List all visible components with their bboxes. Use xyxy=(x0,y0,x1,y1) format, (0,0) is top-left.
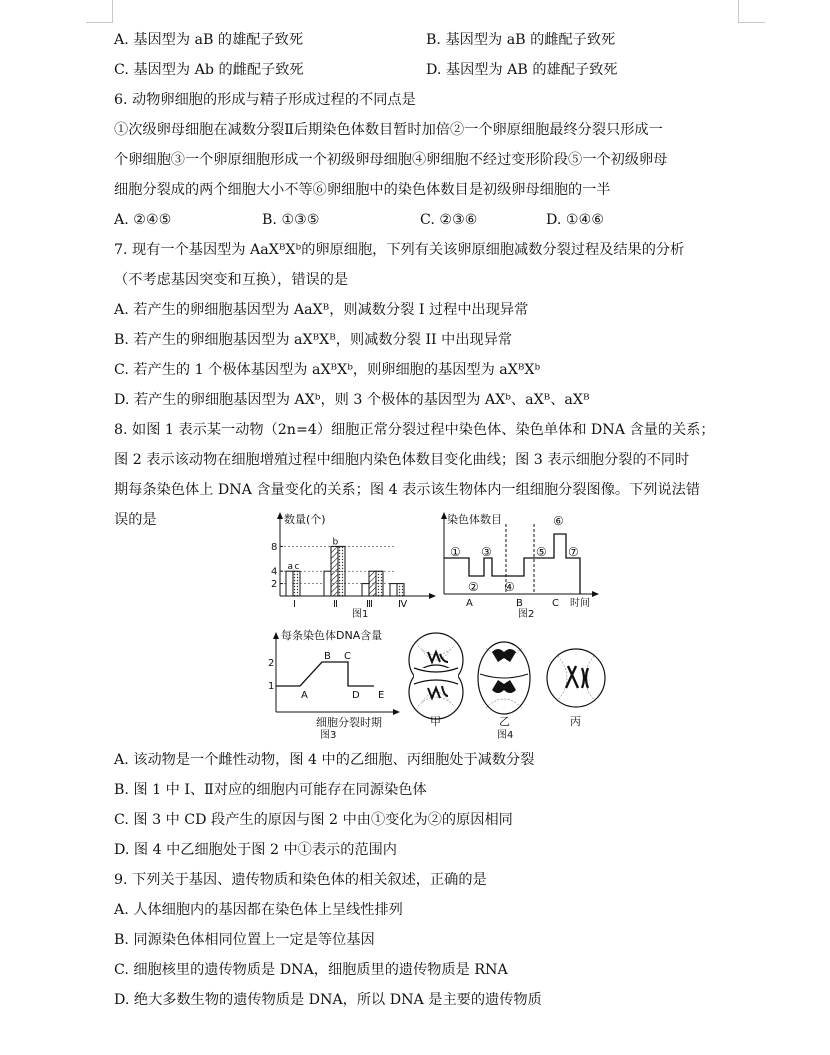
fig1-bar-c-3 xyxy=(376,571,383,596)
q7-stem-line2: （不考虑基因突变和互换），错误的是 xyxy=(114,272,349,288)
fig1-ytick-8: 8 xyxy=(271,541,278,553)
fig1-series-label-c-1: c xyxy=(294,562,300,573)
q5-option-c: C. 基因型为 Ab 的雌配子致死 xyxy=(114,62,304,78)
q5-option-b: B. 基因型为 aB 的雌配子致死 xyxy=(426,32,616,48)
fig1-category-2: Ⅱ xyxy=(333,599,338,610)
fig1-category-4: Ⅳ xyxy=(398,599,408,610)
fig1-bar-a-3 xyxy=(362,584,369,596)
fig3-ytick-2: 2 xyxy=(268,658,275,669)
fig1-bar-b-2 xyxy=(331,546,338,596)
fig3-curve xyxy=(276,662,374,686)
q7-option-b: B. 若产生的卵细胞基因型为 aXᴮXᴮ，则减数分裂 II 中出现异常 xyxy=(114,332,513,348)
q6-option-a: A. ②④⑤ xyxy=(114,212,172,228)
fig3-letter-b: B xyxy=(324,651,331,662)
fig1-series-label-a-1: a xyxy=(287,562,294,573)
fig2-point-5: ⑤ xyxy=(536,545,547,559)
fig2-point-1: ① xyxy=(450,545,461,559)
q8-option-c: C. 图 3 中 CD 段产生的原因与图 2 中由①变化为②的原因相同 xyxy=(114,812,513,828)
q5-option-d: D. 基因型为 AB 的雄配子致死 xyxy=(426,62,618,78)
cell-jia xyxy=(409,633,463,719)
fig3-letter-c: C xyxy=(344,651,351,662)
fig2-x-label: 时间 xyxy=(570,598,590,609)
fig3-x-label: 细胞分裂时期 xyxy=(316,716,382,729)
fig1-bar-a-1 xyxy=(286,571,293,596)
cell-bing-label: 丙 xyxy=(570,715,581,728)
fig1-y-label: 数量(个) xyxy=(284,513,326,526)
q6-option-d: D. ①④⑥ xyxy=(546,212,605,228)
fig3-caption: 图3 xyxy=(320,730,337,740)
fig1-bar-c-1 xyxy=(293,571,300,596)
q9-option-b: B. 同源染色体相同位置上一定是等位基因 xyxy=(114,932,375,948)
fig3-letter-e: E xyxy=(378,690,385,701)
cell-bing xyxy=(547,649,605,707)
q8-option-a: A. 该动物是一个雌性动物，图 4 中的乙细胞、丙细胞处于减数分裂 xyxy=(114,752,535,768)
fig1-bar-a-4 xyxy=(390,584,397,596)
figure-3-dna-curve xyxy=(264,626,404,740)
fig2-x-letter-a: A xyxy=(466,598,473,609)
fig1-bar-a-2 xyxy=(324,571,331,596)
fig1-caption: 图1 xyxy=(352,609,369,620)
q7-option-d: D. 若产生的卵细胞基因型为 AXᵇ，则 3 个极体的基因型为 AXᵇ、aXᴮ、aXᴮ xyxy=(114,392,590,408)
crop-mark-left xyxy=(86,0,113,23)
cell-yi-label: 乙 xyxy=(499,715,510,728)
q8-option-b: B. 图 1 中 I、Ⅱ对应的细胞内可能存在同源染色体 xyxy=(114,782,427,798)
q8-stem-line3: 期每条染色体上 DNA 含量变化的关系；图 4 表示该生物体内一组细胞分裂图像。下列说法错 xyxy=(114,482,701,498)
q8-stem-line1: 8. 如图 1 表示某一动物（2n=4）细胞正常分裂过程中染色体、染色单体和 DNA 含量的关系； xyxy=(114,422,715,438)
q6-statement-line3: 细胞分裂成的两个细胞大小不等⑥卵细胞中的染色体数目是初级卵母细胞的一半 xyxy=(114,182,611,198)
q9-option-d: D. 绝大多数生物的遗传物质是 DNA，所以 DNA 是主要的遗传物质 xyxy=(114,992,542,1008)
fig1-bar-c-2 xyxy=(338,546,345,596)
fig2-point-7: ⑦ xyxy=(568,545,579,559)
cell-yi xyxy=(478,642,530,714)
q7-stem-line1: 7. 现有一个基因型为 AaXᴮXᵇ的卵原细胞，下列有关该卵原细胞减数分裂过程及结果的分析 xyxy=(114,242,685,258)
fig1-ytick-4: 4 xyxy=(271,566,278,578)
fig1-bar-c-4 xyxy=(397,584,404,596)
fig2-point-2: ② xyxy=(468,580,479,594)
fig2-y-label: 染色体数目 xyxy=(447,513,502,526)
q9-stem: 9. 下列关于基因、遗传物质和染色体的相关叙述，正确的是 xyxy=(114,872,487,888)
fig1-bar-b-3 xyxy=(369,571,376,596)
fig3-letter-a: A xyxy=(301,690,308,701)
q9-option-a: A. 人体细胞内的基因都在染色体上呈线性排列 xyxy=(114,902,403,918)
fig4-caption: 图4 xyxy=(497,730,514,741)
fig1-ytick-2: 2 xyxy=(271,579,278,591)
q7-option-c: C. 若产生的 1 个极体基因型为 aXᴮXᵇ，则卵细胞的基因型为 aXᴮXᵇ xyxy=(114,362,541,378)
fig3-y-label: 每条染色体DNA含量 xyxy=(281,629,383,642)
q6-statement-line2: 个卵细胞③一个卵原细胞形成一个初级卵母细胞④卵细胞不经过变形阶段⑤一个初级卵母 xyxy=(114,152,668,168)
q6-option-c: C. ②③⑥ xyxy=(420,212,478,228)
q8-stem-line4: 误的是 xyxy=(114,512,157,528)
cell-jia-label: 甲 xyxy=(430,715,441,728)
fig2-caption: 图2 xyxy=(518,609,535,620)
figure-4-cell-images xyxy=(400,630,610,742)
fig3-letter-d: D xyxy=(352,690,360,701)
q9-option-c: C. 细胞核里的遗传物质是 DNA，细胞质里的遗传物质是 RNA xyxy=(114,962,508,978)
figure-2-chromosome-curve xyxy=(434,510,604,622)
fig3-ytick-1: 1 xyxy=(268,681,275,692)
fig2-x-letter-c: C xyxy=(552,598,559,609)
q7-option-a: A. 若产生的卵细胞基因型为 AaXᴮ，则减数分裂 I 过程中出现异常 xyxy=(114,302,529,318)
fig1-y-arrow xyxy=(277,512,283,519)
figure-1-bar-chart xyxy=(266,510,440,622)
fig2-point-3: ③ xyxy=(481,545,492,559)
fig1-category-1: I xyxy=(293,599,296,610)
fig2-x-arrow xyxy=(592,591,599,597)
q8-stem-line2: 图 2 表示该动物在细胞增殖过程中细胞内染色体数目变化曲线；图 3 表示细胞分裂的不同时 xyxy=(114,452,690,468)
fig2-point-4: ④ xyxy=(504,580,515,594)
q5-option-a: A. 基因型为 aB 的雄配子致死 xyxy=(114,32,304,48)
fig2-x-letter-b: B xyxy=(516,598,523,609)
q6-option-b: B. ①③⑤ xyxy=(262,212,320,228)
fig2-point-6: ⑥ xyxy=(553,514,564,528)
q8-option-d: D. 图 4 中乙细胞处于图 2 中①表示的范围内 xyxy=(114,842,397,858)
fig1-category-3: Ⅲ xyxy=(366,599,373,610)
fig1-series-label-b-2: b xyxy=(332,537,339,548)
crop-mark-right xyxy=(738,0,765,23)
fig3-y-arrow xyxy=(273,632,279,639)
q6-stem: 6. 动物卵细胞的形成与精子形成过程的不同点是 xyxy=(114,92,416,108)
q6-statement-line1: ①次级卵母细胞在减数分裂Ⅱ后期染色体数目暂时加倍②一个卵原细胞最终分裂只形成一 xyxy=(114,122,663,138)
fig3-x-arrow xyxy=(393,709,400,715)
